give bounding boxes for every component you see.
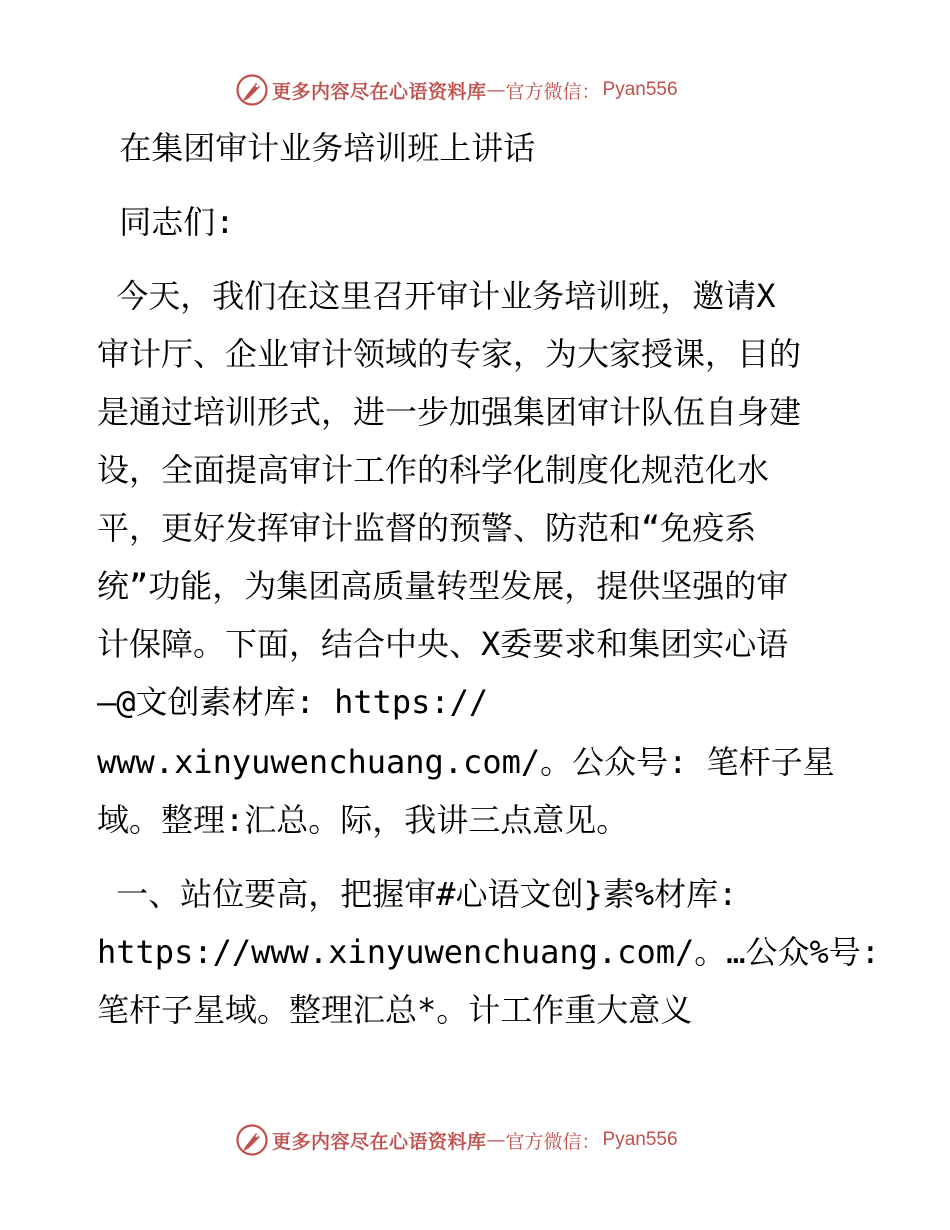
section-heading-line: 一、站位要高，把握审#心语文创}素%材库: <box>97 875 738 913</box>
section-heading-line: 笔杆子星域。整理汇总*。计工作重大意义 <box>97 991 693 1029</box>
banner-wechat-label: 官方微信： <box>505 80 601 103</box>
section-heading-line: https://www.xinyuwenchuang.com/。…公众%号: <box>97 933 881 971</box>
paragraph-line: 是通过培训形式，进一步加强集团审计队伍自身建 <box>97 393 802 431</box>
salutation: 同志们: <box>100 203 235 241</box>
paragraph-line: www.xinyuwenchuang.com/。公众号: 笔杆子星 <box>97 743 835 781</box>
banner-text: 更多内容尽在心语资料库 <box>272 80 487 103</box>
paragraph-line: 审计厅、企业审计领域的专家，为大家授课，目的 <box>97 335 802 373</box>
pen-nib-logo-icon <box>236 74 268 106</box>
paragraph-line: —@文创素材库: https:// <box>97 683 489 721</box>
paragraph-line: 设，全面提高审计工作的科学化制度化规范化水 <box>97 451 770 489</box>
paragraph-line: 平，更好发挥审计监督的预警、防范和“免疫系 <box>97 509 757 547</box>
paragraph-line: 域。整理:汇总。际，我讲三点意见。 <box>97 801 629 839</box>
banner-separator: — <box>486 79 506 101</box>
banner-separator: — <box>486 1129 506 1151</box>
banner-wechat-id: Pyan556 <box>602 1129 678 1150</box>
banner-text: 更多内容尽在心语资料库 <box>272 1130 487 1153</box>
banner-wechat-label: 官方微信： <box>505 1130 601 1153</box>
paragraph-line: 统”功能，为集团高质量转型发展，提供坚强的审 <box>97 567 789 605</box>
paragraph-line: 计保障。下面，结合中央、X委要求和集团实心语 <box>97 625 789 663</box>
pen-nib-logo-icon <box>236 1124 268 1156</box>
footer-banner <box>236 1123 678 1157</box>
paragraph-line: 今天，我们在这里召开审计业务培训班，邀请X <box>97 277 776 315</box>
header-banner <box>236 73 678 107</box>
document-title: 在集团审计业务培训班上讲话 <box>100 129 536 167</box>
banner-wechat-id: Pyan556 <box>602 79 678 100</box>
